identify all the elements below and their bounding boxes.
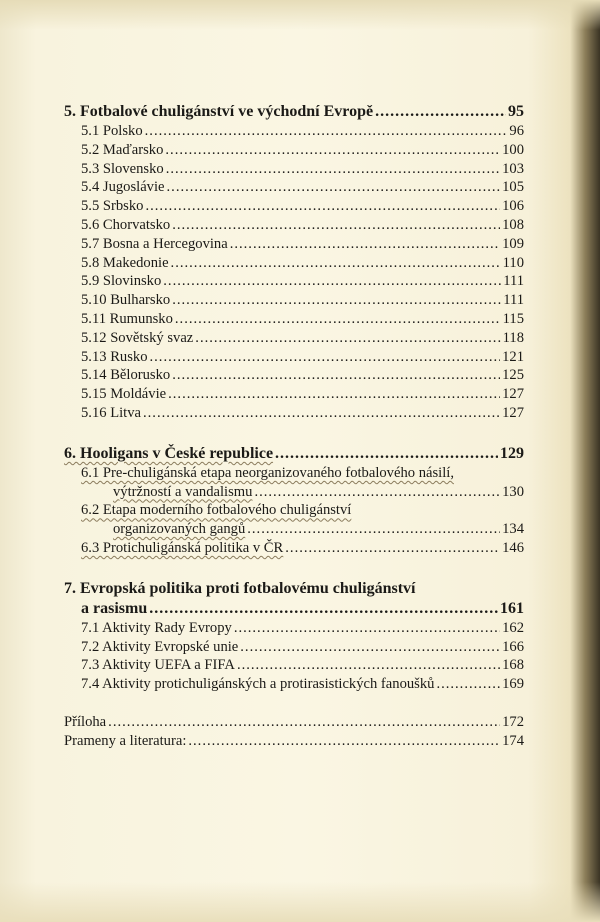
entry-title: 5.4 Jugoslávie <box>81 179 165 196</box>
entry-title: 5.13 Rusko <box>81 348 148 365</box>
dot-leader <box>167 178 501 197</box>
entry-title: 7.1 Aktivity Rady Evropy <box>81 619 232 636</box>
entry-title: 5.15 Moldávie <box>81 386 167 403</box>
page-number: 109 <box>502 235 524 252</box>
dot-leader <box>145 197 500 216</box>
toc-entry <box>64 160 524 179</box>
chapter-title-continued: a rasismu <box>81 599 148 617</box>
toc-entry <box>64 656 524 675</box>
toc-entry <box>64 329 524 348</box>
dot-leader <box>195 329 500 348</box>
toc-references <box>64 732 524 751</box>
dot-leader <box>234 619 500 638</box>
toc-entry-6-1-cont <box>64 483 524 502</box>
page-number: 106 <box>502 198 524 215</box>
toc-chapter-7 <box>64 579 524 599</box>
page-number: 127 <box>502 386 524 403</box>
page-edge-shadow-top <box>0 0 600 30</box>
toc-appendix <box>64 713 524 732</box>
entry-title: 5.10 Bulharsko <box>81 292 171 309</box>
page-number: 115 <box>502 310 524 327</box>
toc-entry <box>64 254 524 273</box>
toc-chapter-5 <box>64 102 524 122</box>
dot-leader <box>166 160 500 179</box>
chapter-title: 7. Evropská politika proti fotbalovému chuligánství <box>64 579 416 597</box>
entry-title: 5.2 Maďarsko <box>81 141 164 158</box>
dot-leader <box>285 539 500 558</box>
toc-entry <box>64 404 524 423</box>
table-of-contents <box>64 102 524 751</box>
toc-entry <box>64 272 524 291</box>
dot-leader <box>172 216 500 235</box>
toc-entry-6-3 <box>64 539 524 558</box>
page-number: 110 <box>502 254 524 271</box>
page-number: 95 <box>508 103 524 120</box>
entry-title: 5.11 Rumunsko <box>81 310 173 327</box>
page-number: 103 <box>502 160 524 177</box>
dot-leader <box>143 404 500 423</box>
entry-title: 5.12 Sovětský svaz <box>81 329 194 346</box>
entry-title: 5.7 Bosna a Hercegovina <box>81 235 228 252</box>
dot-leader <box>165 141 500 160</box>
page-number: 130 <box>502 483 524 500</box>
dot-leader <box>108 713 500 732</box>
entry-title: 5.5 Srbsko <box>81 198 144 215</box>
toc-chapter-7-cont <box>64 599 524 619</box>
toc-entry <box>64 178 524 197</box>
page-number: 168 <box>502 657 524 674</box>
page-number: 169 <box>502 676 524 693</box>
dot-leader <box>436 675 500 694</box>
toc-entry <box>64 141 524 160</box>
toc-entry <box>64 638 524 657</box>
dot-leader <box>171 254 501 273</box>
dot-leader <box>150 348 501 367</box>
page-number: 166 <box>502 638 524 655</box>
page-number: 146 <box>502 539 524 556</box>
entry-title: 7.2 Aktivity Evropské unie <box>81 638 239 655</box>
entry-title: Prameny a literatura: <box>64 732 187 749</box>
dot-leader <box>149 599 498 619</box>
toc-entry <box>64 310 524 329</box>
toc-entry <box>64 235 524 254</box>
dot-leader <box>172 291 501 310</box>
page-number: 127 <box>502 404 524 421</box>
page-number: 129 <box>500 444 524 462</box>
entry-title: 5.14 Bělorusko <box>81 367 171 384</box>
toc-entry <box>64 385 524 404</box>
page-number: 161 <box>500 599 524 617</box>
page-number: 118 <box>502 329 524 346</box>
entry-title: 5.9 Slovinsko <box>81 273 162 290</box>
toc-entry <box>64 216 524 235</box>
dot-leader <box>240 638 500 657</box>
toc-entry <box>64 122 524 141</box>
entry-title: 5.3 Slovensko <box>81 160 164 177</box>
page-number: 134 <box>502 521 524 538</box>
entry-title: 5.8 Makedonie <box>81 254 169 271</box>
page-number: 96 <box>509 123 524 139</box>
page-number: 174 <box>502 732 524 749</box>
toc-entry-6-1 <box>64 464 524 483</box>
entry-title: 7.3 Aktivity UEFA a FIFA <box>81 657 235 674</box>
entry-title: Příloha <box>64 713 107 730</box>
entry-title: 7.4 Aktivity protichuligánských a protirasistických fanoušků <box>81 676 435 693</box>
entry-title-continued: organizovaných gangů <box>113 521 246 538</box>
entry-title-continued: výtržností a vandalismu <box>113 483 253 500</box>
toc-entry <box>64 291 524 310</box>
dot-leader <box>275 444 498 464</box>
page-number: 111 <box>503 273 524 290</box>
chapter-title: 5. Fotbalové chuligánství ve východní Evropě <box>64 103 374 120</box>
dot-leader <box>237 656 500 675</box>
entry-title: 5.1 Polsko <box>81 123 143 139</box>
entry-title: 6.3 Protichuligánská politika v ČR <box>81 539 284 556</box>
dot-leader <box>188 732 500 751</box>
toc-entry <box>64 348 524 367</box>
dot-leader <box>145 122 508 141</box>
dot-leader <box>247 520 500 539</box>
dot-leader <box>172 366 500 385</box>
toc-entry <box>64 366 524 385</box>
dot-leader <box>168 385 500 404</box>
chapter-title: 6. Hooligans v České republice <box>64 444 274 462</box>
entry-title: 6.2 Etapa moderního fotbalového chuligánství <box>81 502 352 519</box>
toc-entry-6-2-cont <box>64 520 524 539</box>
page-number: 105 <box>502 179 524 196</box>
toc-entry <box>64 675 524 694</box>
page-edge-shadow-bottom <box>0 882 600 922</box>
toc-entry <box>64 197 524 216</box>
page-number: 162 <box>502 619 524 636</box>
toc-entry-6-2 <box>64 501 524 520</box>
page-number: 172 <box>502 713 524 730</box>
toc-chapter-6 <box>64 444 524 464</box>
entry-title: 6.1 Pre-chuligánská etapa neorganizovaného fotbalového násilí, <box>81 464 454 481</box>
entry-title: 5.6 Chorvatsko <box>81 216 171 233</box>
dot-leader <box>254 483 500 502</box>
page-number: 121 <box>502 348 524 365</box>
toc-entry <box>64 619 524 638</box>
dot-leader <box>163 272 501 291</box>
page-number: 100 <box>502 141 524 158</box>
page-number: 125 <box>502 367 524 384</box>
page-number: 111 <box>503 292 524 309</box>
dot-leader <box>375 102 506 122</box>
page-number: 108 <box>502 216 524 233</box>
entry-title: 5.16 Litva <box>81 404 141 421</box>
dot-leader <box>230 235 500 254</box>
dot-leader <box>175 310 501 329</box>
